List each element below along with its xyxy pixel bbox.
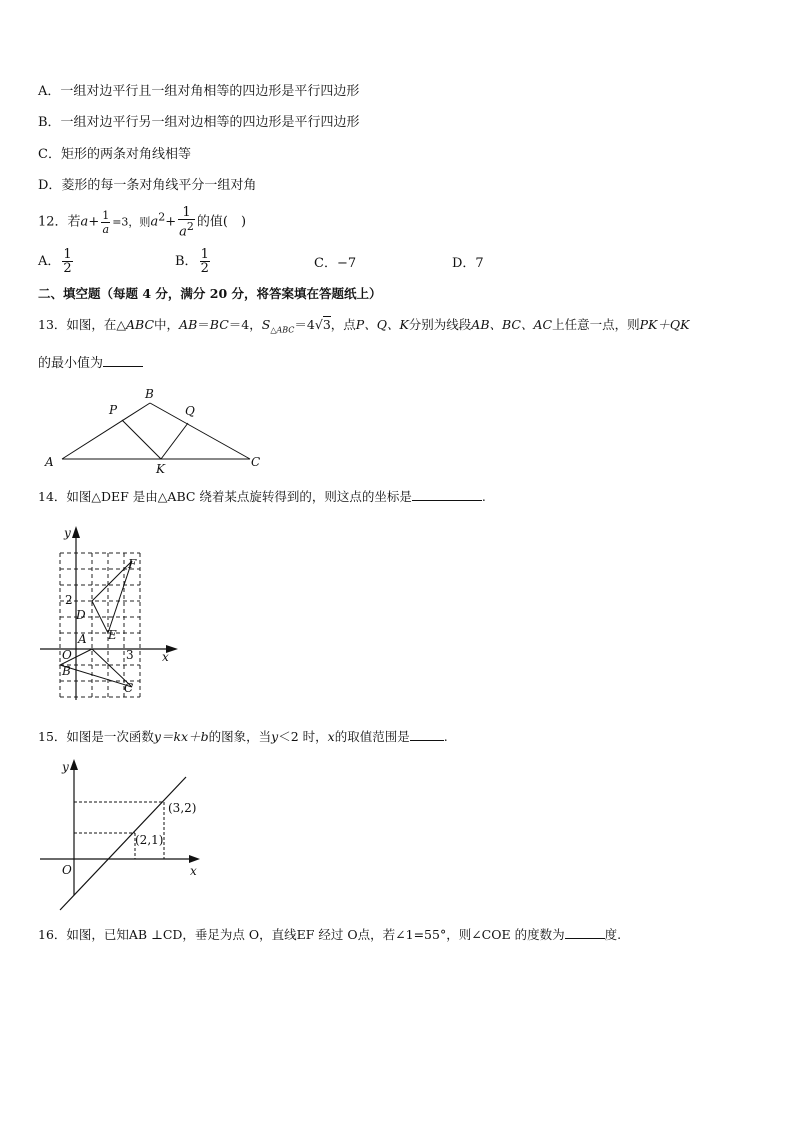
label-x: x [162, 650, 169, 664]
label-c: C [251, 455, 261, 469]
sqrt-sign-icon: √ [314, 317, 323, 332]
label-e: E [108, 628, 117, 642]
q13-line-2: 的最小值为 [38, 354, 143, 373]
label-2: 2 [65, 593, 73, 607]
q16-answer-blank [565, 926, 605, 939]
q12-stem: 12．若a+ $\frac{1}{a}$ =3，则$a^2+$ $\frac{1}{a^2}$ 的值( ) [38, 205, 247, 240]
q15-answer-blank [410, 728, 444, 741]
q14-answer-blank [412, 488, 482, 501]
q11-option-a: A．一组对边平行且一组对角相等的四边形是平行四边形 [38, 84, 360, 99]
label-f: F [128, 557, 137, 571]
q16-stem: 16．如图，已知AB ⊥CD，垂足为点 O，直线EF 经过 O点，若∠1=55°，则∠COE 的度数为 度. [38, 927, 622, 942]
label-q: Q [185, 404, 195, 418]
label-3: 3 [126, 648, 134, 662]
q15-stem: 15．如图是一次函数y＝kx＋b的图象，当y＜2 时，x的取值范围是 . [38, 729, 448, 744]
q11-option-c: C．矩形的两条对角线相等 [38, 147, 191, 162]
triangle-def [92, 561, 132, 633]
label-point-3-2: (3,2) [168, 801, 197, 815]
q12-option-a: A． $\frac{1}{2}$ [38, 247, 72, 276]
q14-grid-diagram [38, 520, 183, 705]
label-o: O [62, 648, 72, 662]
q11-option-d: D．菱形的每一条对角线平分一组对角 [38, 178, 257, 193]
q15-function-graph [38, 755, 208, 915]
segment-ab [62, 403, 150, 459]
label-y: y [64, 526, 71, 540]
section-2-title: 二、填空题（每题 4 分，满分 20 分，将答案填在答题纸上） [38, 286, 382, 301]
q13-answer-blank [103, 354, 143, 367]
q12-fraction-1: $\frac{1}{a}$ [102, 208, 110, 236]
label-d: D [76, 608, 86, 622]
y-axis-arrow-icon [70, 759, 78, 770]
q12-option-b: B． $\frac{1}{2}$ [175, 247, 209, 276]
label-a: A [78, 632, 87, 646]
label-x: x [190, 864, 197, 878]
q14-stem: 14．如图△DEF 是由△ABC 绕着某点旋转得到的，则这点的坐标是 . [38, 489, 486, 504]
label-y: y [62, 760, 69, 774]
q13-triangle-diagram [40, 385, 280, 475]
segment-qk [161, 423, 188, 459]
q13-stem: 13．如图，在△ABC中，AB＝BC＝4，$S_{\triangle ABC}=4√3$，点P、Q、K分别为线段AB、BC、AC上任意一点，则PK＋QK [38, 317, 690, 335]
q12-option-c: C．−7 [314, 256, 357, 271]
x-axis-arrow-icon [189, 855, 200, 863]
q12-fraction-2: $\frac{1}{a^2}$ [179, 205, 194, 240]
y-axis-arrow-icon [72, 526, 80, 538]
dashed-grid [60, 553, 140, 697]
label-b: B [62, 664, 71, 678]
segment-bc [150, 403, 250, 459]
label-c: C [124, 681, 134, 695]
segment-pk [122, 420, 161, 459]
function-line [60, 777, 186, 910]
q11-option-b: B．一组对边平行另一组对边相等的四边形是平行四边形 [38, 115, 360, 130]
label-k: K [156, 462, 165, 476]
label-point-2-1: (2,1) [135, 833, 164, 847]
label-b: B [145, 387, 154, 401]
label-a: A [45, 455, 54, 469]
label-o: O [62, 863, 72, 877]
q12-option-d: D．7 [452, 256, 484, 271]
label-p: P [109, 403, 118, 417]
